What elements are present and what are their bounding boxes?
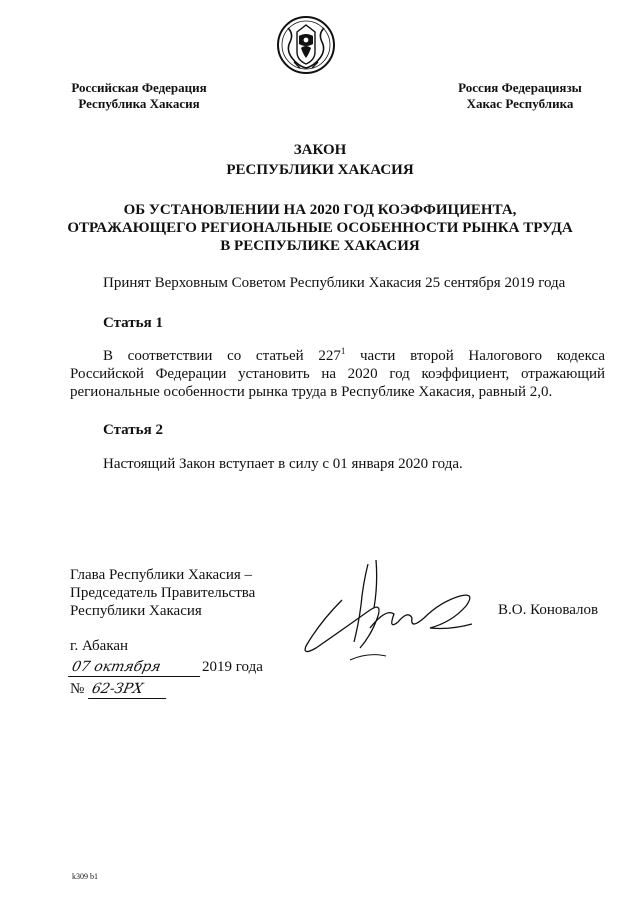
article-1-heading: Статья 1 xyxy=(103,315,163,331)
date-year: 2019 года xyxy=(202,659,263,675)
signer-position-line-3: Республики Хакасия xyxy=(70,603,202,619)
adoption-note: Принят Верховным Советом Республики Хакасия 25 сентября 2019 года xyxy=(103,275,566,291)
signer-name: В.О. Коновалов xyxy=(498,602,599,618)
law-number xyxy=(70,680,168,699)
article-2-heading: Статья 2 xyxy=(103,422,163,438)
header-left-line-2: Республика Хакасия xyxy=(78,96,200,111)
law-subject-line-1: ОБ УСТАНОВЛЕНИИ НА 2020 ГОД КОЭФФИЦИЕНТА, xyxy=(123,202,517,218)
place-city: г. Абакан xyxy=(70,638,129,654)
khakassia-coat-of-arms-icon xyxy=(276,14,336,76)
footer-code: k309 b1 xyxy=(72,872,98,881)
header-left xyxy=(50,80,228,112)
law-subject-line-2: ОТРАЖАЮЩЕГО РЕГИОНАЛЬНЫЕ ОСОБЕННОСТИ РЫНКА ТРУДА xyxy=(67,220,573,236)
article-1-line-1-pre: В соответствии со статьей 227 xyxy=(103,348,341,364)
header-right-line-2: Хакас Республика xyxy=(466,96,574,111)
article-1-line-1 xyxy=(70,347,605,365)
article-2-body: Настоящий Закон вступает в силу с 01 января 2020 года. xyxy=(103,456,463,472)
article-1-line-3: региональные особенности рынка труда в Республике Хакасия, равный 2,0. xyxy=(70,384,553,400)
signer-position xyxy=(70,566,255,620)
signer-position-line-2: Председатель Правительства xyxy=(70,585,256,601)
article-1-superscript: 1 xyxy=(340,346,346,356)
header-right xyxy=(430,80,610,112)
law-title-line-1: ЗАКОН xyxy=(293,142,347,158)
number-label: № xyxy=(70,681,85,697)
handwritten-number: 62-ЗРХ xyxy=(88,680,170,699)
signing-date xyxy=(70,658,263,677)
header-left-line-1: Российская Федерация xyxy=(71,80,207,95)
signer-position-line-1: Глава Республики Хакасия – xyxy=(70,567,253,583)
handwritten-date: 07 октября xyxy=(68,658,204,677)
header-right-line-1: Россия Федерациязы xyxy=(458,80,582,95)
article-1-line-2: Российской Федерации установить на 2020 год коэффициент, отражающий xyxy=(70,366,605,382)
article-1-body xyxy=(70,347,605,401)
article-1-line-1-post: части второй Налогового кодекса xyxy=(345,348,605,364)
law-subject xyxy=(60,201,580,255)
handwritten-signature-icon xyxy=(290,556,490,668)
law-title-line-2: РЕСПУБЛИКИ ХАКАСИЯ xyxy=(226,162,414,178)
law-subject-line-3: В РЕСПУБЛИКЕ ХАКАСИЯ xyxy=(220,238,420,254)
